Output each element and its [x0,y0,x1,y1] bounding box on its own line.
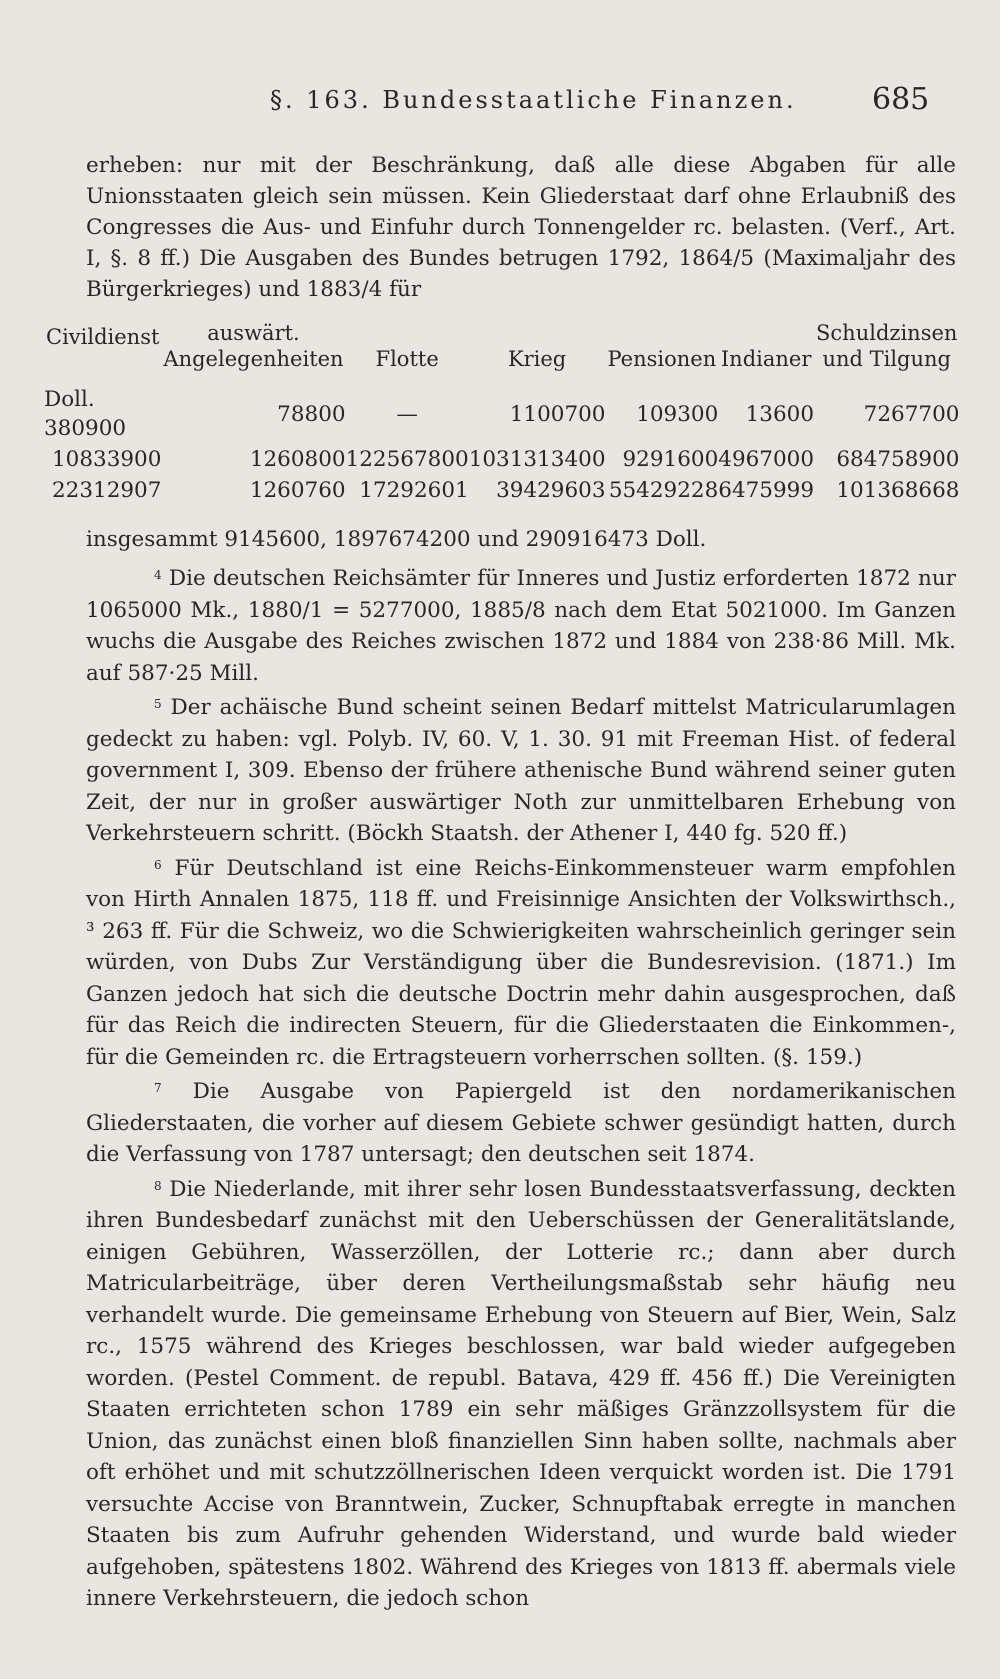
expenditure-table [44,320,959,506]
table-cell: 101368668 [836,478,960,503]
footnote-number: 7 [154,1081,162,1095]
table-cell: 1100700 [509,401,606,427]
col-header: Krieg [507,347,567,371]
cell-value: 380900 [44,416,127,441]
col-header: Schuldzinsen und Tilgung [816,321,958,371]
table-row [44,475,959,506]
table-row [44,384,959,444]
table-cell: 10833900 [51,447,162,472]
col-header: Pensionen [607,347,717,371]
footnote-number: 8 [154,1178,162,1193]
footnote [86,1171,956,1615]
table-cell: 13600 [745,401,815,427]
table-cell: 22312907 [51,478,162,503]
running-header [0,82,1000,126]
table-cell: — [396,401,418,427]
footnote-text: Die deutschen Reichsämter für Inneres und Justiz erforderten 1872 nur 1065000 Mk., 1880/1 = 5277000, 1885/8 nach dem Etat 5021000. Im Ganzen wuchs die Ausgabe des Reiches zwischen 1872 und 1884 von 238·86 Mill. Mk. auf 587·25 Mill. [86,566,956,686]
footnote-text: Die Ausgabe von Papiergeld ist den nordamerikanischen Gliederstaaten, die vorher auf diesem Gebiete schwer gesündigt hatten, durch die Verfassung von 1787 untersagt; den deutschen seit 1874. [86,1079,956,1167]
table-cell [44,384,161,444]
section-number: §. 163. [270,86,372,114]
table-cell: 1260760 [249,478,346,503]
unit-label: Doll. [44,387,95,412]
footnote-number: 6 [154,857,162,872]
intro-paragraph [86,150,956,305]
footnotes [86,560,956,1615]
table-cell: 78800 [277,401,346,427]
table-cell: 7267700 [863,401,960,427]
footnote-number: 5 [154,697,162,711]
table-cell: 39429603 [496,478,606,503]
table-cell: 109300 [636,401,719,427]
col-header: Indianer [720,347,812,371]
table-cell: 4967000 [718,447,815,472]
footnote-text: Der achäische Bund scheint seinen Bedarf mittelst Matricularumlagen gedeckt zu haben: vgl. Polyb. IV, 60. V, 1. 30. 91 mit Freeman Hist. of federal government I, 309. Ebenso der frühere athenische Bund während seiner guten Zeit, der nur in großer auswärtiger Noth zur unmittelbaren Erhebung von Verkehrsteuern schritt. (Böckh Staatsh. der Athener I, 440 fg. 520 ff.) [86,695,956,846]
table-row [44,444,959,475]
table-cell: 684758900 [836,447,960,472]
section-title: Bundesstaatliche Finanzen. [382,86,797,114]
footnote-text: Für Deutschland ist eine Reichs-Einkommensteuer warm empfohlen von Hirth Annalen 1875, 118 ff. und Freisinnige Ansichten der Volkswirthsch., ³ 263 ff. Für die Schweiz, wo die Schwierigkeiten wahrscheinlich geringer sein würden, von Dubs Zur Verständigung über die Bundesrevision. (1871.) Im Ganzen jedoch hat sich die deutsche Doctrin mehr dahin ausgesprochen, daß für das Reich die indirecten Steuern, für die Gliederstaaten die Einkommen-, für die Gemeinden rc. die Ertragsteuern vorherrschen sollten. (§. 159.) [86,855,956,1070]
table-header-row [44,320,959,384]
page-number: 685 [872,82,930,117]
summary-text: insgesammt 9145600, 1897674200 und 290916473 Doll. [86,527,707,552]
summary-line [86,524,956,555]
footnote [86,689,956,850]
col-header: auswärt. Angelegenheiten [163,321,344,371]
table-cell: 122567800 [345,447,469,472]
footnote [86,560,956,689]
footnote [86,1073,956,1171]
footnote [86,850,956,1074]
col-header: Civildienst [46,325,160,349]
col-header: Flotte [375,347,439,371]
table-cell: 17292601 [359,478,469,503]
table-cell: 9291600 [622,447,719,472]
table-cell: 55429228 [608,478,719,503]
footnote-number: 4 [154,568,162,582]
table-cell: 1260800 [249,447,346,472]
footnote-text: Die Niederlande, mit ihrer sehr losen Bundesstaatsverfassung, deckten ihren Bundesbedarf zunächst mit den Ueberschüssen der Generalitätslande, einigen Gebühren, Wasserzöllen, der Lotterie rc.; dann aber durch Matricularbeiträge, über deren Vertheilungsmaßstab sehr häufig neu verhandelt wurde. Die gemeinsame Erhebung von Steuern auf Bier, Wein, Salz rc., 1575 während des Krieges beschlossen, war bald wieder aufgegeben worden. (Pestel Comment. de republ. Batava, 429 ff. 456 ff.) Die Vereinigten Staaten errichteten schon 1789 ein sehr mäßiges Gränzzollsystem für die Union, das zunächst einen bloß finanziellen Sinn haben sollte, nachmals aber oft erhöhet und mit schutzzöllnerischen Ideen verquickt worden ist. Die 1791 versuchte Accise von Branntwein, Zucker, Schnupftabak erregte in manchen Staaten bis zum Aufruhr gehenden Widerstand, und wurde bald wieder aufgehoben, spätestens 1802. Während des Krieges von 1813 ff. abermals viele innere Verkehrsteuern, die jedoch schon [86,1176,956,1611]
table-cell: 1031313400 [468,447,606,472]
table-cell: 6475999 [718,478,815,503]
intro-text: erheben: nur mit der Beschränkung, daß alle diese Abgaben für alle Unionsstaaten gleich sein müssen. Kein Gliederstaat darf ohne Erlaubniß des Congresses die Aus- und Einfuhr durch Tonnengelder rc. belasten. (Verf., Art. I, §. 8 ff.) Die Ausgaben des Bundes betrugen 1792, 1864/5 (Maximaljahr des Bürgerkrieges) und 1883/4 für [86,153,956,302]
header-title [270,86,797,114]
